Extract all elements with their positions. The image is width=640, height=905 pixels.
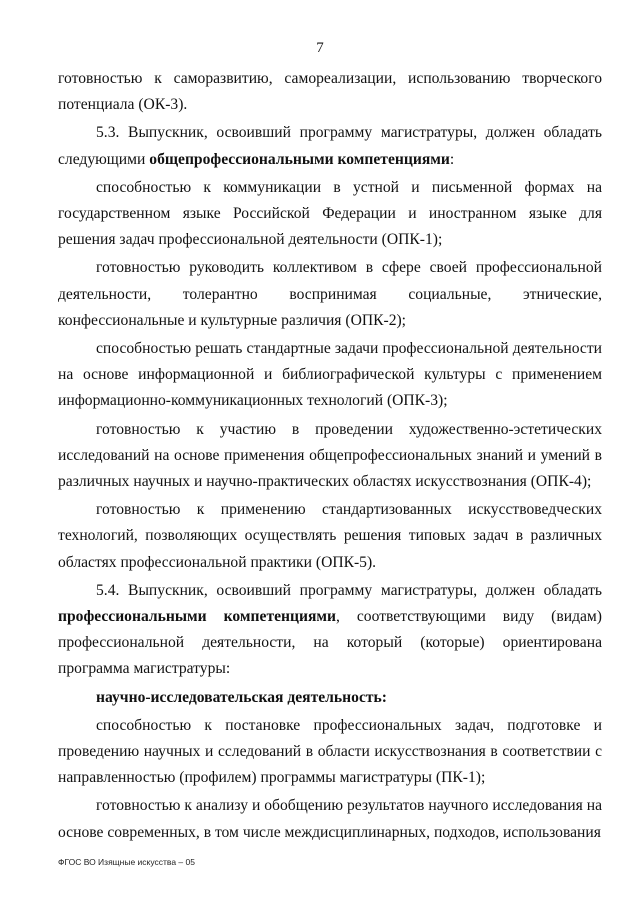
paragraph-opk3: способностью решать стандартные задачи профессиональной деятельности на основе информационной и библиографической культуры с применением информационно-коммуникационных технологий (ОПК-3); bbox=[58, 340, 602, 410]
paragraph-opk4: готовностью к участию в проведении художественно-эстетических исследований на основе применения общепрофессиональных знаний и умений в различных научных и научно-практических областях искусствознания (ОПК-4); bbox=[58, 420, 602, 491]
paragraph-5-4-lead: 5.4. Выпускник, освоивший программу магистратуры, должен обладать bbox=[96, 581, 602, 599]
paragraph-5-3-lead: 5.3. Выпускник, освоивший программу магистратуры, должен обладать следующими bbox=[58, 124, 602, 168]
paragraph-5-3-bold-term: общепрофессиональными компетенциями bbox=[149, 150, 450, 168]
paragraph-5-4-tail: , соответствующими виду (видам) профессиональной деятельности, на который (которые) ориентирована программа магистратуры: bbox=[58, 608, 602, 678]
paragraph-5-3 bbox=[58, 120, 602, 172]
paragraph-5-4 bbox=[58, 578, 602, 683]
document-body bbox=[58, 66, 602, 846]
paragraph-opk2: готовностью руководить коллективом в сфере своей профессиональной деятельности, толерантно воспринимая социальные, этнические, конфессиональные и культурные различия (ОПК-2); bbox=[58, 259, 602, 329]
paragraph-opk1: способностью к коммуникации в устной и письменной формах на государственном языке Российской Федерации и иностранном языке для решения задач профессиональной деятельности (ОПК-1); bbox=[58, 178, 602, 249]
paragraph-5-3-tail: : bbox=[449, 150, 455, 168]
paragraph-ok3: готовностью к саморазвитию, самореализации, использованию творческого потенциала (ОК-3). bbox=[58, 70, 602, 114]
paragraph-opk5: готовностью к применению стандартизованных искусствоведческих технологий, позволяющих осуществлять решения типовых задач в различных областях профессиональной практики (ОПК-5). bbox=[58, 501, 602, 571]
paragraph-pk2-partial: готовностью к анализу и обобщению результатов научного исследования на основе современных, в том числе междисциплинарных, подходов, использования bbox=[58, 797, 602, 841]
paragraph-pk1: способностью к постановке профессиональных задач, подготовке и проведению научных и сследований в области искусствознания в соответствии с направленностью (профилем) программы магистратуры (ПК-1); bbox=[58, 716, 602, 787]
document-footer: ФГОС ВО Изящные искусства – 05 bbox=[58, 857, 195, 867]
page-number: 7 bbox=[316, 40, 324, 56]
paragraph-5-4-bold-term: профессиональными компетенциями bbox=[58, 608, 337, 626]
section-heading-research: научно-исследовательская деятельность: bbox=[96, 688, 387, 706]
